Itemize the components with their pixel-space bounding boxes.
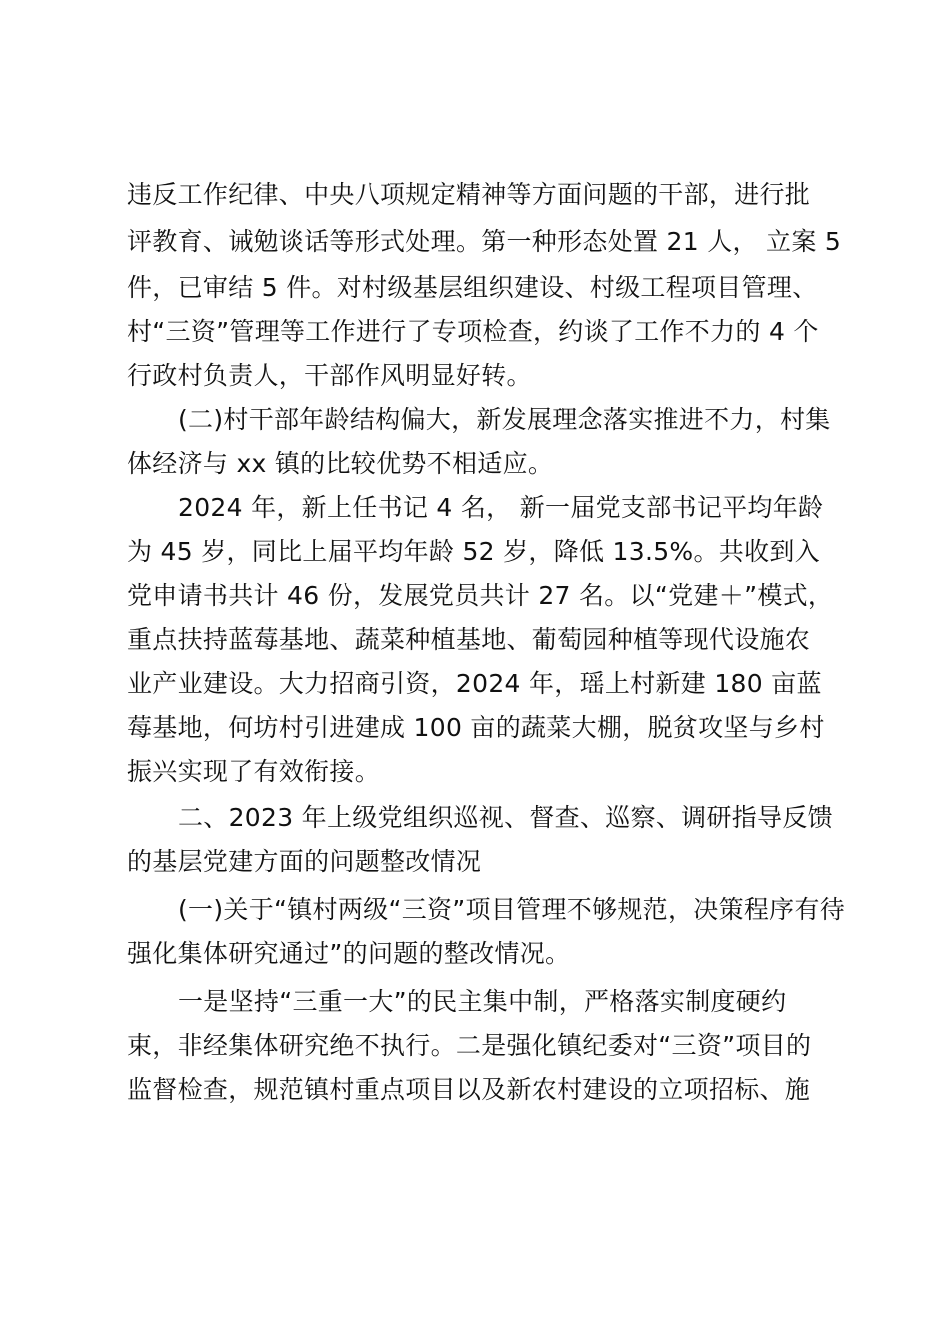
text-line: 违反工作纪律、中央八项规定精神等方面问题的干部，进行批: [127, 180, 811, 209]
text-line: 2024 年，新上任书记 4 名， 新一届党支部书记平均年龄: [178, 493, 824, 522]
text-line: 莓基地，何坊村引进建成 100 亩的蔬菜大棚，脱贫攻坚与乡村: [127, 713, 825, 742]
text-line: 监督检查，规范镇村重点项目以及新农村建设的立项招标、施: [127, 1075, 811, 1104]
section-heading: 的基层党建方面的问题整改情况: [127, 847, 482, 876]
text-line: 一是坚持“三重一大”的民主集中制，严格落实制度硬约: [178, 987, 787, 1016]
text-line: 重点扶持蓝莓基地、蔬菜种植基地、葡萄园种植等现代设施农: [127, 625, 811, 654]
text-line: 强化集体研究通过”的问题的整改情况。: [127, 939, 571, 968]
text-line: 党申请书共计 46 份，发展党员共计 27 名。以“党建＋”模式，: [127, 581, 834, 610]
text-line: 村“三资”管理等工作进行了专项检查，约谈了工作不力的 4 个: [127, 317, 819, 346]
text-line: 束，非经集体研究绝不执行。二是强化镇纪委对“三资”项目的: [127, 1031, 812, 1060]
text-line: 体经济与 xx 镇的比较优势不相适应。: [127, 449, 554, 478]
text-line: 件，已审结 5 件。对村级基层组织建设、村级工程项目管理、: [127, 273, 818, 302]
text-line: 振兴实现了有效衔接。: [127, 757, 381, 786]
text-line: 业产业建设。大力招商引资，2024 年，瑶上村新建 180 亩蓝: [127, 669, 822, 698]
text-line: 为 45 岁，同比上届平均年龄 52 岁，降低 13.5%。共收到入: [127, 537, 820, 566]
text-line: 评教育、诫勉谈话等形式处理。第一种形态处置 21 人， 立案 5: [127, 227, 842, 256]
paragraph-heading: (二)村干部年龄结构偏大，新发展理念落实推进不力，村集: [178, 405, 831, 434]
paragraph-heading: (一)关于“镇村两级“三资”项目管理不够规范，决策程序有待: [178, 895, 846, 924]
text-line: 行政村负责人，干部作风明显好转。: [127, 361, 532, 390]
section-heading: 二、2023 年上级党组织巡视、督查、巡察、调研指导反馈: [178, 803, 833, 832]
